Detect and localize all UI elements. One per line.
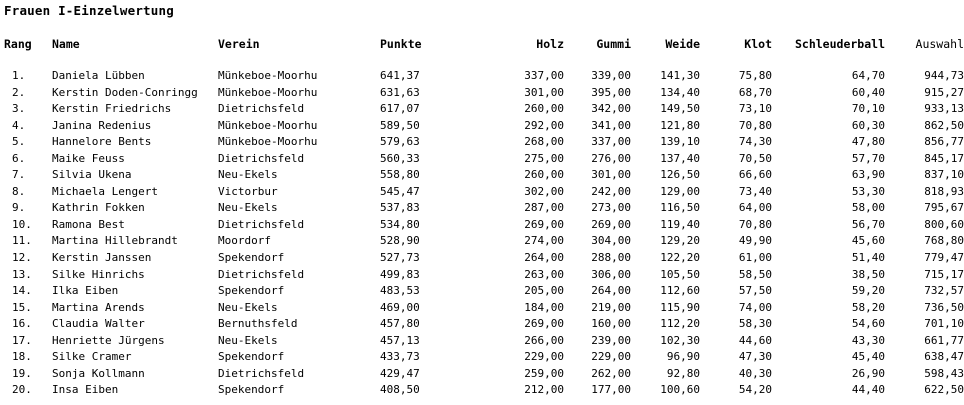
- cell-auswahl: 862,50: [924, 118, 964, 132]
- cell-schleuderball: 58,20: [851, 300, 885, 314]
- spacer-row: [0, 53, 964, 68]
- cell-verein: Dietrichsfeld: [218, 217, 305, 231]
- cell-schleuderball: 45,40: [851, 350, 885, 364]
- cell-punkte: 408,50: [380, 383, 420, 397]
- table-row: [0, 316, 964, 333]
- header-holz: Holz: [536, 37, 564, 51]
- cell-verein: Bernuthsfeld: [218, 317, 298, 331]
- cell-rang: 15.: [12, 300, 32, 314]
- cell-name: Kathrin Fokken: [52, 201, 145, 215]
- cell-holz: 263,00: [524, 267, 564, 281]
- table-row: [0, 267, 964, 284]
- cell-klot: 57,50: [738, 284, 772, 298]
- cell-name: Ramona Best: [52, 217, 125, 231]
- cell-klot: 40,30: [738, 366, 772, 380]
- cell-rang: 7.: [12, 168, 26, 182]
- cell-holz: 337,00: [524, 69, 564, 82]
- cell-schleuderball: 56,70: [851, 217, 885, 231]
- cell-holz: 302,00: [524, 184, 564, 198]
- cell-punkte: 429,47: [380, 366, 420, 380]
- cell-rang: 12.: [12, 251, 32, 265]
- cell-verein: Neu-Ekels: [218, 333, 278, 347]
- cell-punkte: 545,47: [380, 184, 420, 198]
- cell-gummi: 288,00: [591, 251, 631, 265]
- cell-gummi: 341,00: [591, 118, 631, 132]
- cell-auswahl: 915,27: [924, 85, 964, 99]
- cell-klot: 61,00: [738, 251, 772, 265]
- cell-weide: 121,80: [660, 118, 700, 132]
- cell-name: Kerstin Doden-Conringg: [52, 85, 198, 99]
- cell-weide: 102,30: [660, 333, 700, 347]
- cell-name: Silke Hinrichs: [52, 267, 145, 281]
- cell-name: Sonja Kollmann: [52, 366, 145, 380]
- cell-klot: 44,60: [738, 333, 772, 347]
- cell-holz: 269,00: [524, 217, 564, 231]
- cell-verein: Dietrichsfeld: [218, 366, 305, 380]
- cell-schleuderball: 53,30: [851, 184, 885, 198]
- cell-klot: 70,80: [738, 118, 772, 132]
- table-row: [0, 250, 964, 267]
- table-row: [0, 300, 964, 317]
- cell-punkte: 433,73: [380, 350, 420, 364]
- cell-auswahl: 622,50: [924, 383, 964, 397]
- cell-klot: 73,40: [738, 184, 772, 198]
- cell-holz: 260,00: [524, 168, 564, 182]
- cell-schleuderball: 60,40: [851, 85, 885, 99]
- cell-rang: 9.: [12, 201, 26, 215]
- cell-verein: Dietrichsfeld: [218, 267, 305, 281]
- cell-klot: 68,70: [738, 85, 772, 99]
- cell-auswahl: 933,13: [924, 102, 964, 116]
- cell-rang: 17.: [12, 333, 32, 347]
- cell-rang: 20.: [12, 383, 32, 397]
- table-row: [0, 333, 964, 350]
- cell-weide: 129,20: [660, 234, 700, 248]
- cell-name: Kerstin Friedrichs: [52, 102, 172, 116]
- cell-klot: 49,90: [738, 234, 772, 248]
- header-row: [0, 36, 964, 53]
- header-punkte: Punkte: [380, 37, 422, 51]
- cell-holz: 268,00: [524, 135, 564, 149]
- cell-rang: 14.: [12, 284, 32, 298]
- cell-klot: 70,80: [738, 217, 772, 231]
- cell-auswahl: 795,67: [924, 201, 964, 215]
- cell-punkte: 641,37: [380, 69, 420, 82]
- cell-punkte: 527,73: [380, 251, 420, 265]
- cell-holz: 205,00: [524, 284, 564, 298]
- cell-name: Janina Redenius: [52, 118, 152, 132]
- cell-gummi: 339,00: [591, 69, 631, 82]
- cell-auswahl: 800,60: [924, 217, 964, 231]
- cell-schleuderball: 51,40: [851, 251, 885, 265]
- cell-schleuderball: 70,10: [851, 102, 885, 116]
- cell-name: Henriette Jürgens: [52, 333, 165, 347]
- header-schleuderball: Schleuderball: [794, 37, 885, 51]
- cell-weide: 134,40: [660, 85, 700, 99]
- cell-auswahl: 818,93: [924, 184, 964, 198]
- header-verein: Verein: [218, 37, 260, 51]
- cell-verein: Münkeboe-Moorhu: [218, 135, 318, 149]
- cell-weide: 141,30: [660, 69, 700, 82]
- cell-klot: 58,30: [738, 317, 772, 331]
- cell-punkte: 579,63: [380, 135, 420, 149]
- cell-klot: 64,00: [738, 201, 772, 215]
- cell-schleuderball: 38,50: [851, 267, 885, 281]
- cell-verein: Spekendorf: [218, 251, 285, 265]
- cell-holz: 229,00: [524, 350, 564, 364]
- cell-auswahl: 598,43: [924, 366, 964, 380]
- cell-gummi: 160,00: [591, 317, 631, 331]
- cell-holz: 274,00: [524, 234, 564, 248]
- cell-gummi: 342,00: [591, 102, 631, 116]
- cell-schleuderball: 54,60: [851, 317, 885, 331]
- cell-klot: 58,50: [738, 267, 772, 281]
- cell-verein: Münkeboe-Moorhu: [218, 85, 318, 99]
- cell-holz: 292,00: [524, 118, 564, 132]
- table-row: [0, 283, 964, 300]
- cell-klot: 73,10: [738, 102, 772, 116]
- cell-klot: 70,50: [738, 151, 772, 165]
- cell-holz: 212,00: [524, 383, 564, 397]
- cell-verein: Spekendorf: [218, 284, 285, 298]
- cell-rang: 16.: [12, 317, 32, 331]
- cell-weide: 122,20: [660, 251, 700, 265]
- cell-verein: Neu-Ekels: [218, 300, 278, 314]
- cell-holz: 264,00: [524, 251, 564, 265]
- cell-schleuderball: 44,40: [851, 383, 885, 397]
- cell-klot: 54,20: [738, 383, 772, 397]
- cell-schleuderball: 47,80: [851, 135, 885, 149]
- cell-gummi: 219,00: [591, 300, 631, 314]
- cell-holz: 301,00: [524, 85, 564, 99]
- cell-punkte: 617,07: [380, 102, 420, 116]
- cell-auswahl: 736,50: [924, 300, 964, 314]
- table-row: [0, 382, 964, 399]
- cell-weide: 96,90: [666, 350, 700, 364]
- cell-name: Michaela Lengert: [52, 184, 158, 198]
- cell-gummi: 177,00: [591, 383, 631, 397]
- cell-verein: Moordorf: [218, 234, 271, 248]
- cell-rang: 8.: [12, 184, 26, 198]
- cell-holz: 275,00: [524, 151, 564, 165]
- cell-weide: 119,40: [660, 217, 700, 231]
- header-weide: Weide: [665, 37, 700, 51]
- cell-name: Kerstin Janssen: [52, 251, 152, 265]
- header-auswahl: Auswahl: [915, 37, 964, 51]
- cell-name: Insa Eiben: [52, 383, 119, 397]
- cell-weide: 112,60: [660, 284, 700, 298]
- cell-auswahl: 661,77: [924, 333, 964, 347]
- cell-verein: Münkeboe-Moorhu: [218, 118, 318, 132]
- cell-gummi: 262,00: [591, 366, 631, 380]
- results-table: [0, 36, 964, 399]
- table-header: [0, 36, 964, 53]
- cell-holz: 260,00: [524, 102, 564, 116]
- cell-punkte: 499,83: [380, 267, 420, 281]
- header-klot: Klot: [744, 37, 772, 51]
- table-row: [0, 68, 964, 85]
- cell-verein: Spekendorf: [218, 350, 285, 364]
- cell-holz: 287,00: [524, 201, 564, 215]
- cell-auswahl: 732,57: [924, 284, 964, 298]
- cell-gummi: 242,00: [591, 184, 631, 198]
- cell-holz: 259,00: [524, 366, 564, 380]
- cell-punkte: 560,33: [380, 151, 420, 165]
- cell-weide: 92,80: [666, 366, 700, 380]
- table-row: [0, 184, 964, 201]
- cell-klot: 75,80: [738, 69, 772, 82]
- cell-auswahl: 837,10: [924, 168, 964, 182]
- cell-auswahl: 768,80: [924, 234, 964, 248]
- cell-gummi: 273,00: [591, 201, 631, 215]
- cell-weide: 100,60: [660, 383, 700, 397]
- cell-rang: 2.: [12, 85, 26, 99]
- cell-verein: Dietrichsfeld: [218, 102, 305, 116]
- cell-weide: 116,50: [660, 201, 700, 215]
- cell-punkte: 457,13: [380, 333, 420, 347]
- table-row: [0, 151, 964, 168]
- cell-punkte: 483,53: [380, 284, 420, 298]
- cell-name: Claudia Walter: [52, 317, 145, 331]
- cell-klot: 47,30: [738, 350, 772, 364]
- cell-name: Maike Feuss: [52, 151, 125, 165]
- cell-rang: 6.: [12, 151, 26, 165]
- header-name: Name: [52, 37, 80, 51]
- header-gummi: Gummi: [596, 37, 631, 51]
- cell-name: Silke Cramer: [52, 350, 132, 364]
- table-row: [0, 233, 964, 250]
- table-row: [0, 118, 964, 135]
- cell-name: Martina Hillebrandt: [52, 234, 178, 248]
- cell-auswahl: 856,77: [924, 135, 964, 149]
- cell-punkte: 589,50: [380, 118, 420, 132]
- cell-verein: Dietrichsfeld: [218, 151, 305, 165]
- cell-schleuderball: 63,90: [851, 168, 885, 182]
- cell-rang: 10.: [12, 217, 32, 231]
- header-rang: Rang: [4, 37, 32, 51]
- cell-schleuderball: 57,70: [851, 151, 885, 165]
- cell-klot: 74,00: [738, 300, 772, 314]
- page-title: Frauen I-Einzelwertung: [4, 3, 174, 18]
- cell-verein: Spekendorf: [218, 383, 285, 397]
- cell-schleuderball: 45,60: [851, 234, 885, 248]
- cell-gummi: 264,00: [591, 284, 631, 298]
- cell-auswahl: 944,73: [924, 69, 964, 82]
- cell-gummi: 337,00: [591, 135, 631, 149]
- cell-weide: 126,50: [660, 168, 700, 182]
- cell-gummi: 229,00: [591, 350, 631, 364]
- cell-schleuderball: 43,30: [851, 333, 885, 347]
- cell-weide: 105,50: [660, 267, 700, 281]
- cell-rang: 1.: [12, 69, 26, 82]
- table-row: [0, 134, 964, 151]
- cell-weide: 137,40: [660, 151, 700, 165]
- cell-rang: 3.: [12, 102, 26, 116]
- cell-gummi: 301,00: [591, 168, 631, 182]
- spacer-cell: [0, 53, 964, 68]
- cell-holz: 269,00: [524, 317, 564, 331]
- cell-schleuderball: 64,70: [851, 69, 885, 82]
- cell-gummi: 306,00: [591, 267, 631, 281]
- table-row: [0, 200, 964, 217]
- cell-verein: Neu-Ekels: [218, 201, 278, 215]
- cell-schleuderball: 26,90: [851, 366, 885, 380]
- cell-schleuderball: 59,20: [851, 284, 885, 298]
- cell-klot: 66,60: [738, 168, 772, 182]
- cell-punkte: 537,83: [380, 201, 420, 215]
- cell-punkte: 631,63: [380, 85, 420, 99]
- cell-punkte: 558,80: [380, 168, 420, 182]
- cell-rang: 5.: [12, 135, 26, 149]
- cell-auswahl: 779,47: [924, 251, 964, 265]
- table-row: [0, 217, 964, 234]
- cell-rang: 13.: [12, 267, 32, 281]
- table-row: [0, 366, 964, 383]
- cell-weide: 149,50: [660, 102, 700, 116]
- cell-gummi: 269,00: [591, 217, 631, 231]
- cell-gummi: 276,00: [591, 151, 631, 165]
- cell-name: Ilka Eiben: [52, 284, 119, 298]
- cell-rang: 11.: [12, 234, 32, 248]
- cell-holz: 266,00: [524, 333, 564, 347]
- cell-punkte: 469,00: [380, 300, 420, 314]
- cell-weide: 115,90: [660, 300, 700, 314]
- cell-verein: Victorbur: [218, 184, 278, 198]
- table-body: [0, 53, 964, 399]
- cell-schleuderball: 58,00: [851, 201, 885, 215]
- table-row: [0, 167, 964, 184]
- table-row: [0, 349, 964, 366]
- cell-verein: Münkeboe-Moorhu: [218, 69, 318, 82]
- cell-auswahl: 715,17: [924, 267, 964, 281]
- cell-klot: 74,30: [738, 135, 772, 149]
- cell-schleuderball: 60,30: [851, 118, 885, 132]
- cell-auswahl: 845,17: [924, 151, 964, 165]
- cell-punkte: 457,80: [380, 317, 420, 331]
- cell-name: Martina Arends: [52, 300, 145, 314]
- cell-weide: 139,10: [660, 135, 700, 149]
- cell-weide: 112,20: [660, 317, 700, 331]
- cell-punkte: 528,90: [380, 234, 420, 248]
- cell-rang: 19.: [12, 366, 32, 380]
- cell-rang: 4.: [12, 118, 26, 132]
- cell-holz: 184,00: [524, 300, 564, 314]
- cell-gummi: 304,00: [591, 234, 631, 248]
- cell-name: Daniela Lübben: [52, 69, 145, 82]
- cell-gummi: 395,00: [591, 85, 631, 99]
- cell-verein: Neu-Ekels: [218, 168, 278, 182]
- table-row: [0, 101, 964, 118]
- cell-punkte: 534,80: [380, 217, 420, 231]
- cell-name: Silvia Ukena: [52, 168, 132, 182]
- cell-weide: 129,00: [660, 184, 700, 198]
- cell-auswahl: 701,10: [924, 317, 964, 331]
- cell-rang: 18.: [12, 350, 32, 364]
- cell-gummi: 239,00: [591, 333, 631, 347]
- cell-name: Hannelore Bents: [52, 135, 152, 149]
- cell-auswahl: 638,47: [924, 350, 964, 364]
- table-row: [0, 85, 964, 102]
